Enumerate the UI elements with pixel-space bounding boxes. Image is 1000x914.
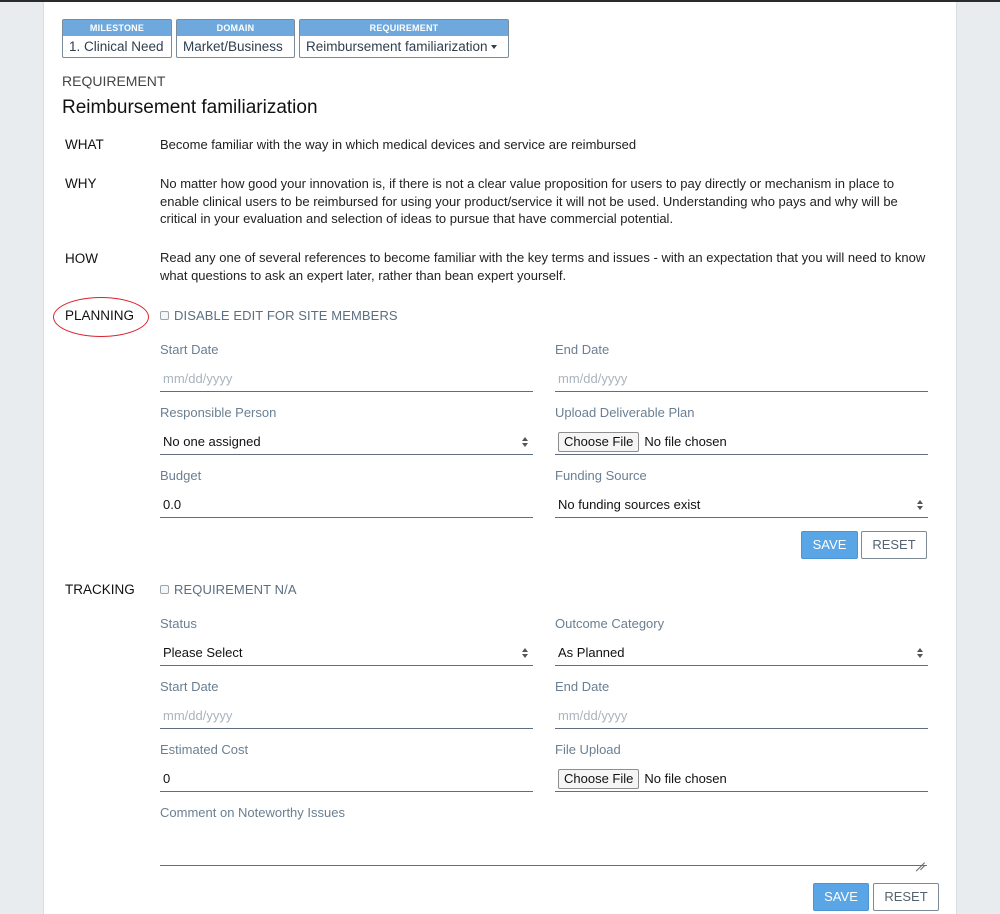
status-label: Status <box>160 616 197 631</box>
disable-edit-checkbox-row <box>160 308 398 323</box>
what-text: Become familiar with the way in which medical devices and service are reimbursed <box>160 137 637 152</box>
tracking-start-date-placeholder: mm/dd/yyyy <box>163 708 233 723</box>
upload-deliverable-plan-label: Upload Deliverable Plan <box>555 405 695 420</box>
planning-end-date-placeholder: mm/dd/yyyy <box>558 371 628 386</box>
caret-down-icon <box>491 45 497 49</box>
tracking-save-button[interactable]: SAVE <box>813 883 869 911</box>
breadcrumb-domain[interactable] <box>176 19 295 58</box>
tracking-reset-button[interactable]: RESET <box>873 883 939 911</box>
file-upload <box>555 742 928 786</box>
comment-textarea[interactable] <box>160 830 927 866</box>
breadcrumb <box>62 19 509 58</box>
budget <box>160 468 533 512</box>
outcome-category-value: As Planned <box>558 645 625 660</box>
outcome-category-label: Outcome Category <box>555 616 665 631</box>
choose-file-button[interactable]: Choose File <box>558 432 639 452</box>
comment <box>160 805 533 820</box>
breadcrumb-requirement-value <box>300 36 508 57</box>
tracking-end-date-input[interactable] <box>555 703 928 729</box>
planning-end-date <box>555 342 928 386</box>
responsible-person-value: No one assigned <box>163 434 261 449</box>
breadcrumb-requirement[interactable] <box>299 19 509 58</box>
upload-deliverable-plan-input <box>555 429 928 455</box>
funding-source-value: No funding sources exist <box>558 497 701 512</box>
file-status: No file chosen <box>644 771 727 786</box>
breadcrumb-domain-value: Market/Business <box>183 39 283 54</box>
responsible-person-select[interactable] <box>160 429 533 455</box>
breadcrumb-milestone[interactable] <box>62 19 172 58</box>
breadcrumb-milestone-head: MILESTONE <box>63 20 171 36</box>
file-upload-input <box>555 766 928 792</box>
planning-reset-button[interactable]: RESET <box>861 531 927 559</box>
how-text: Read any one of several references to become familiar with the key terms and issues - with an expectation that you will need to know what questions to ask an expert later, rather than bean expert yourself. <box>160 250 926 283</box>
planning-start-date-input[interactable] <box>160 366 533 392</box>
planning-save-button[interactable]: SAVE <box>801 531 858 559</box>
planning-label: PLANNING <box>65 308 135 323</box>
requirement-na-label: REQUIREMENT N/A <box>174 582 297 597</box>
estimated-cost <box>160 742 533 786</box>
planning-start-date-placeholder: mm/dd/yyyy <box>163 371 233 386</box>
select-arrows-icon <box>917 499 924 511</box>
estimated-cost-label: Estimated Cost <box>160 742 249 757</box>
planning-start-date-label: Start Date <box>160 342 219 357</box>
budget-label: Budget <box>160 468 202 483</box>
outcome-category <box>555 616 928 660</box>
breadcrumb-domain-head: DOMAIN <box>177 20 294 36</box>
outcome-category-select[interactable] <box>555 640 928 666</box>
select-arrows-icon <box>522 647 529 659</box>
budget-value: 0.0 <box>163 497 182 512</box>
requirement-panel <box>43 2 957 914</box>
upload-deliverable-plan <box>555 405 928 449</box>
requirement-na-checkbox-row <box>160 582 297 597</box>
breadcrumb-requirement-text: Reimbursement familiarization <box>306 39 488 54</box>
funding-source-label: Funding Source <box>555 468 647 483</box>
tracking-label: TRACKING <box>65 582 135 597</box>
breadcrumb-requirement-head: REQUIREMENT <box>300 20 508 36</box>
page-title: Reimbursement familiarization <box>62 97 318 118</box>
status <box>160 616 533 660</box>
file-upload-label: File Upload <box>555 742 621 757</box>
estimated-cost-input[interactable] <box>160 766 533 792</box>
how-label: HOW <box>65 251 98 266</box>
responsible-person-label: Responsible Person <box>160 405 277 420</box>
status-select[interactable] <box>160 640 533 666</box>
why-text: No matter how good your innovation is, if there is not a clear value proposition for users to pay directly or mechanism in place to enable clinical users to be reimbursed for using your product/service it will not be used. Understanding who pays and why will be critical in your evaluation and selection of ideas to pursue that have commercial potential. <box>160 176 898 226</box>
file-status: No file chosen <box>644 434 727 449</box>
responsible-person <box>160 405 533 449</box>
disable-edit-checkbox[interactable] <box>160 311 169 320</box>
planning-end-date-label: End Date <box>555 342 610 357</box>
planning-end-date-input[interactable] <box>555 366 928 392</box>
budget-input[interactable] <box>160 492 533 518</box>
funding-source-select[interactable] <box>555 492 928 518</box>
tracking-end-date <box>555 679 928 723</box>
resize-handle-icon[interactable] <box>916 854 925 863</box>
planning-start-date <box>160 342 533 386</box>
why-label: WHY <box>65 176 97 191</box>
tracking-start-date-input[interactable] <box>160 703 533 729</box>
breadcrumb-milestone-value: 1. Clinical Need <box>69 39 164 54</box>
select-arrows-icon <box>917 647 924 659</box>
choose-file-button[interactable]: Choose File <box>558 769 639 789</box>
tracking-end-date-label: End Date <box>555 679 610 694</box>
estimated-cost-value: 0 <box>163 771 171 786</box>
tracking-end-date-placeholder: mm/dd/yyyy <box>558 708 628 723</box>
tracking-start-date-label: Start Date <box>160 679 219 694</box>
what-label: WHAT <box>65 137 104 152</box>
status-value: Please Select <box>163 645 243 660</box>
funding-source <box>555 468 928 512</box>
requirement-label: REQUIREMENT <box>62 73 166 89</box>
comment-label: Comment on Noteworthy Issues <box>160 805 345 820</box>
select-arrows-icon <box>522 436 529 448</box>
tracking-start-date <box>160 679 533 723</box>
requirement-na-checkbox[interactable] <box>160 585 169 594</box>
disable-edit-label: DISABLE EDIT FOR SITE MEMBERS <box>174 308 398 323</box>
